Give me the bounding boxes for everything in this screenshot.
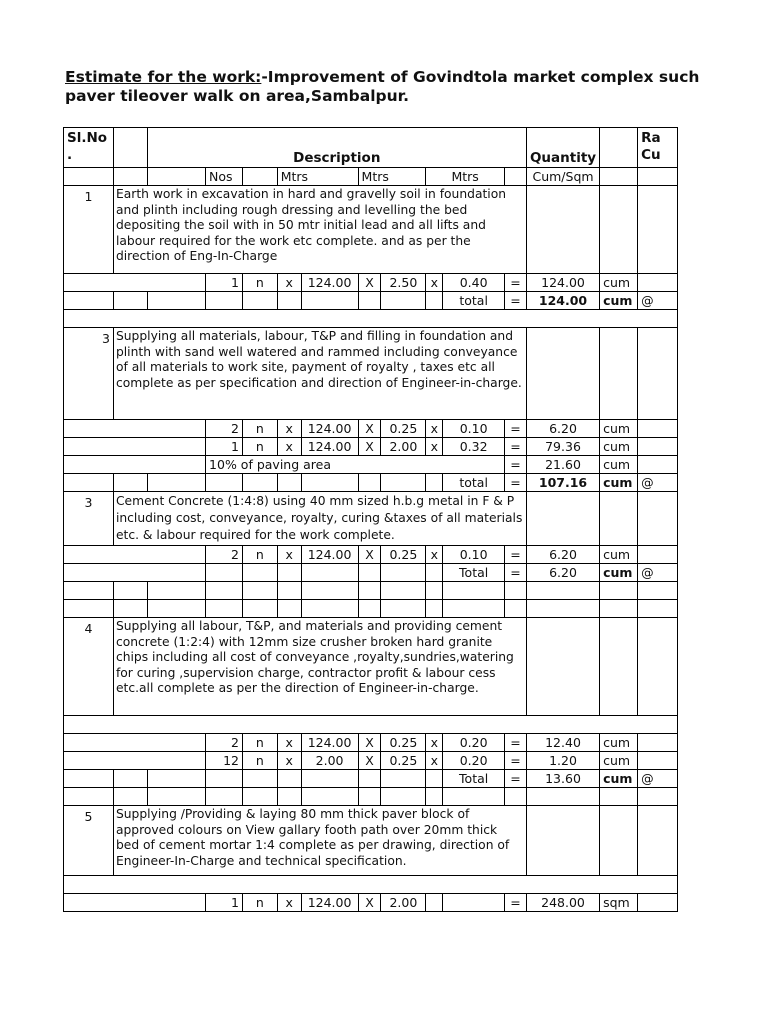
measurement-row: 10% of paving area = 21.60 cum [64, 456, 678, 474]
measurement-row: 2 n x 124.00 X 0.25 x 0.20 = 12.40 cum [64, 734, 678, 752]
header-description: Description [147, 128, 526, 168]
item-description: Cement Concrete (1:4:8) using 40 mm sized h.b.g metal in F & P including cost, conveyance, royalty, curing &taxes of all materials etc. & labour required for the work complete. [113, 492, 526, 546]
header-rate: Ra Cu [638, 128, 678, 168]
item-row [64, 806, 678, 876]
item-description: Supplying /Providing & laying 80 mm thick paver block of approved colours on View gallary footh path over 20mm thick bed of cement mortar 1:4 complete as per drawing, direction of Engineer-In-Charge and technical specification. [113, 806, 526, 876]
total-label: Total [443, 770, 505, 788]
item-description: Supplying all labour, T&P, and materials and providing cement concrete (1:2:4) with 12mm size crusher broken hard granite chips including all cost of conveyance ,royalty,sundries,watering for curing ,supervision charge, contractor profit & labour cess etc.all complete as per the direction of Engineer-in-charge. [113, 618, 526, 716]
total-row: Total = 13.60 cum @ [64, 770, 678, 788]
item-description: Earth work in excavation in hard and gravelly soil in foundation and plinth including rough dressing and levelling the bed depositing the soil with in 50 mtr initial lead and all lifts and labour required for the work etc complete. and as per the direction of Eng-In-Charge [113, 186, 526, 274]
total-label: total [443, 292, 505, 310]
total-quantity: 124.00 [526, 292, 599, 310]
header-mtrs-2: Mtrs [358, 168, 426, 186]
paving-area-note: 10% of paving area [206, 456, 505, 474]
total-row: Total = 6.20 cum @ [64, 564, 678, 582]
item-description: Supplying all materials, labour, T&P and filling in foundation and plinth with sand well watered and rammed including conveyance of all materials to work site, payment of royalty , taxes etc all complete as per specification and direction of Engineer-in-charge. [113, 328, 526, 420]
title-text: -Improvement of Govindtola market complex such [261, 68, 700, 86]
header-nos: Nos [206, 168, 243, 186]
measurement-row: 12 n x 2.00 X 0.25 x 0.20 = 1.20 cum [64, 752, 678, 770]
header-mtrs-3: Mtrs [426, 168, 505, 186]
item-number: 4 [64, 618, 114, 716]
measurement-row: 1 n x 124.00 X 2.00 x 0.32 = 79.36 cum [64, 438, 678, 456]
total-row: total = 107.16 cum @ [64, 474, 678, 492]
header-mtrs-1: Mtrs [277, 168, 358, 186]
measurement-row: 2 n x 124.00 X 0.25 x 0.10 = 6.20 cum [64, 420, 678, 438]
total-label: total [443, 474, 505, 492]
item-row [64, 618, 678, 716]
estimate-table [63, 127, 678, 912]
item-row [64, 328, 678, 420]
spacer-row [64, 600, 678, 618]
title-label: Estimate for the work: [65, 68, 262, 86]
item-number: 5 [64, 806, 114, 876]
total-quantity: 13.60 [526, 770, 599, 788]
title-line2: paver tileover walk on area,Sambalpur. [65, 87, 409, 105]
spacer-row [64, 788, 678, 806]
total-label: Total [443, 564, 505, 582]
header-unit: Cum/Sqm [526, 168, 599, 186]
measurement-row: 1 n x 124.00 X 2.50 x 0.40 = 124.00 cum [64, 274, 678, 292]
header-slno: Sl.No . [64, 128, 114, 168]
item-row [64, 492, 678, 546]
total-quantity: 6.20 [526, 564, 599, 582]
spacer-row [64, 876, 678, 894]
measurement-row: 1 n x 124.00 X 2.00 = 248.00 sqm [64, 894, 678, 912]
header-row [64, 128, 678, 168]
item-number: 3 [64, 492, 114, 546]
header-quantity: Quantity [526, 128, 599, 168]
item-number: 1 [64, 186, 114, 274]
subheader-row [64, 168, 678, 186]
item-row [64, 186, 678, 274]
total-row: total = 124.00 cum @ [64, 292, 678, 310]
measurement-row: 2 n x 124.00 X 0.25 x 0.10 = 6.20 cum [64, 546, 678, 564]
item-number: 3 [64, 328, 114, 420]
spacer-row [64, 582, 678, 600]
spacer-row [64, 716, 678, 734]
total-quantity: 107.16 [526, 474, 599, 492]
spacer-row [64, 310, 678, 328]
